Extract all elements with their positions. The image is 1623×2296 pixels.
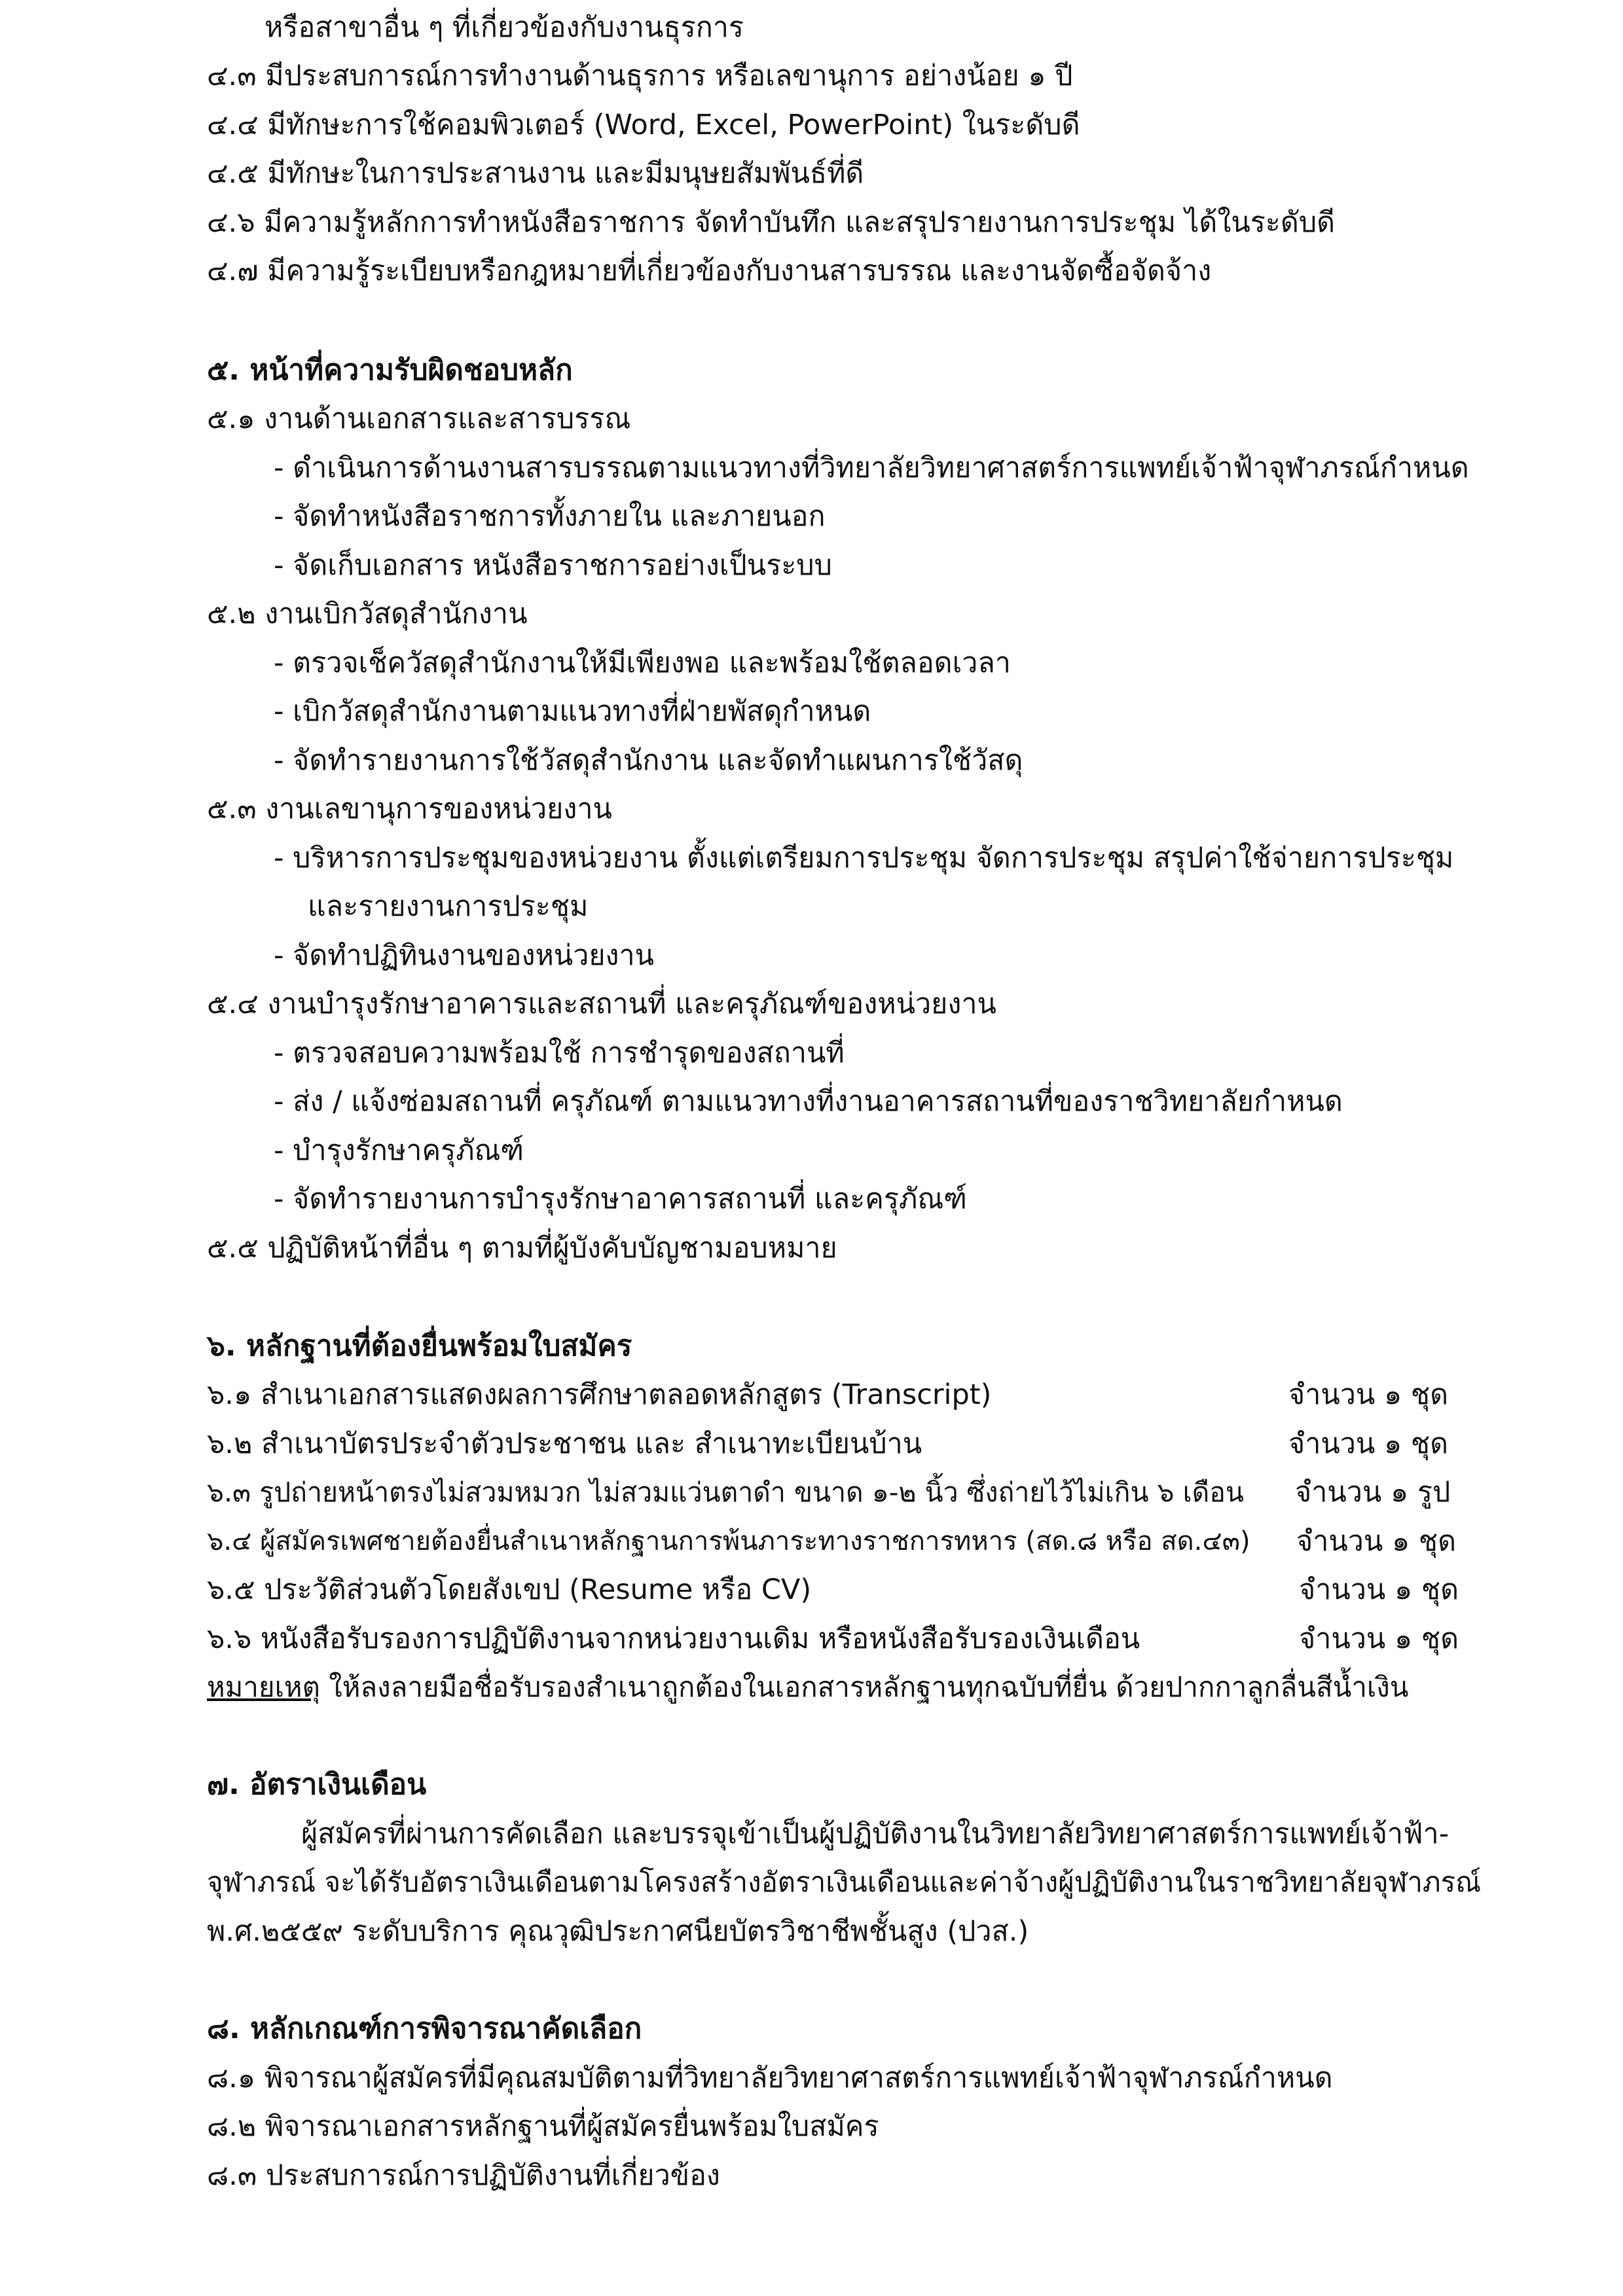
sec6-item: ๖.๖ หนังสือรับรองการปฏิบัติงานจากหน่วยงานเดิม หรือหนังสือรับรองเงินเดือน: [207, 1623, 1140, 1655]
sec6-item: ๖.๔ ผู้สมัครเพศชายต้องยื่นสำเนาหลักฐานการพ้นภาระทางราชการทหาร (สด.๘ หรือ สด.๔๓): [207, 1526, 1250, 1556]
sec5-bullet: - จัดเก็บเอกสาร หนังสือราชการอย่างเป็นระบบ: [274, 549, 832, 582]
sec5-subheading: ๕.๔ งานบำรุงรักษาอาคารและสถานที่ และครุภัณฑ์ของหน่วยงาน: [207, 988, 996, 1020]
sec5-subheading: ๕.๑ งานด้านเอกสารและสารบรรณ: [207, 403, 631, 435]
sec4-item: ๔.๗ มีความรู้ระเบียบหรือกฎหมายที่เกี่ยวข้องกับงานสารบรรณ และงานจัดซื้อจัดจ้าง: [207, 255, 1212, 287]
sec5-bullet-continuation: และรายงานการประชุม: [308, 890, 589, 923]
sec6-item-qty: จำนวน ๑ ชุด: [1299, 1573, 1459, 1606]
sec4-item: ๔.๓ มีประสบการณ์การทำงานด้านธุรการ หรือเลขานุการ อย่างน้อย ๑ ปี: [207, 60, 1073, 92]
sec7-paragraph-line: จุฬาภรณ์ จะได้รับอัตราเงินเดือนตามโครงสร้างอัตราเงินเดือนและค่าจ้างผู้ปฏิบัติงานในราชวิทยาลัยจุฬาภรณ์: [207, 1866, 1482, 1898]
sec6-item-qty: จำนวน ๑ ชุด: [1288, 1378, 1449, 1411]
sec6-item-qty: จำนวน ๑ รูป: [1295, 1476, 1451, 1509]
sec6-item-qty: จำนวน ๑ ชุด: [1296, 1525, 1457, 1558]
sec6-item-qty: จำนวน ๑ ชุด: [1299, 1623, 1459, 1655]
sec8-heading: ๘. หลักเกณฑ์การพิจารณาคัดเลือก: [207, 2012, 642, 2045]
sec5-bullet: - ตรวจเช็ควัสดุสำนักงานให้มีเพียงพอ และพร้อมใช้ตลอดเวลา: [274, 647, 1011, 679]
sec6-heading: ๖. หลักฐานที่ต้องยื่นพร้อมใบสมัคร: [207, 1329, 632, 1363]
sec6-item: ๖.๒ สำเนาบัตรประจำตัวประชาชน และ สำเนาทะเบียนบ้าน: [207, 1427, 922, 1460]
sec6-item: ๖.๓ รูปถ่ายหน้าตรงไม่สวมหมวก ไม่สวมแว่นตาดำ ขนาด ๑-๒ นิ้ว ซึ่งถ่ายไว้ไม่เกิน ๖ เดือน: [207, 1477, 1244, 1508]
sec7-paragraph-line: ผู้สมัครที่ผ่านการคัดเลือก และบรรจุเข้าเป็นผู้ปฏิบัติงานในวิทยาลัยวิทยาศาสตร์การแพทย์เจ้าฟ้า-: [301, 1818, 1450, 1850]
sec5-bullet: - จัดทำหนังสือราชการทั้งภายใน และภายนอก: [274, 500, 826, 533]
sec8-item: ๘.๓ ประสบการณ์การปฏิบัติงานที่เกี่ยวข้อง: [207, 2159, 720, 2192]
sec6-item-qty: จำนวน ๑ ชุด: [1288, 1427, 1449, 1460]
sec4-item: ๔.๖ มีความรู้หลักการทำหนังสือราชการ จัดทำบันทึก และสรุปรายงานการประชุม ได้ในระดับดี: [207, 206, 1336, 239]
sec5-bullet: - จัดทำปฏิทินงานของหน่วยงาน: [274, 939, 655, 972]
sec5-subheading: ๕.๕ ปฏิบัติหน้าที่อื่น ๆ ตามที่ผู้บังคับบัญชามอบหมาย: [207, 1232, 837, 1265]
sec5-bullet: - ตรวจสอบความพร้อมใช้ การชำรุดของสถานที่: [274, 1037, 845, 1069]
sec5-bullet: - จัดทำรายงานการบำรุงรักษาอาคารสถานที่ และครุภัณฑ์: [274, 1183, 967, 1215]
sec6-item: ๖.๑ สำเนาเอกสารแสดงผลการศึกษาตลอดหลักสูตร (Transcript): [207, 1378, 992, 1411]
sec6-note: [207, 1668, 1409, 1707]
sec5-bullet: - ส่ง / แจ้งซ่อมสถานที่ ครุภัณฑ์ ตามแนวทางที่งานอาคารสถานที่ของราชวิทยาลัยกำหนด: [274, 1085, 1343, 1118]
sec4-item: ๔.๕ มีทักษะในการประสานงาน และมีมนุษยสัมพันธ์ที่ดี: [207, 157, 864, 190]
sec5-bullet: - เบิกวัสดุสำนักงานตามแนวทางที่ฝ่ายพัสดุกำหนด: [274, 695, 871, 728]
sec6-item: ๖.๕ ประวัติส่วนตัวโดยสังเขป (Resume หรือ CV): [207, 1573, 812, 1606]
sec5-bullet: - ดำเนินการด้านงานสารบรรณตามแนวทางที่วิทยาลัยวิทยาศาสตร์การแพทย์เจ้าฟ้าจุฬาภรณ์กำหนด: [274, 452, 1469, 484]
sec5-subheading: ๕.๒ งานเบิกวัสดุสำนักงาน: [207, 598, 528, 630]
sec5-bullet: - จัดทำรายงานการใช้วัสดุสำนักงาน และจัดทำแผนการใช้วัสดุ: [274, 744, 1023, 777]
sec5-bullet: - บริหารการประชุมของหน่วยงาน ตั้งแต่เตรียมการประชุม จัดการประชุม สรุปค่าใช้จ่ายการประชุม: [274, 842, 1454, 874]
note-text: ให้ลงลายมือชื่อรับรองสำเนาถูกต้องในเอกสารหลักฐานทุกฉบับที่ยื่น ด้วยปากกาลูกลื่นสีน้ำเงิน: [319, 1671, 1409, 1703]
sec8-item: ๘.๑ พิจารณาผู้สมัครที่มีคุณสมบัติตามที่วิทยาลัยวิทยาศาสตร์การแพทย์เจ้าฟ้าจุฬาภรณ์กำหนด: [207, 2062, 1333, 2094]
sec5-bullet: - บำรุงรักษาครุภัณฑ์: [274, 1134, 524, 1167]
sec5-heading: ๕. หน้าที่ความรับผิดชอบหลัก: [207, 353, 573, 387]
sec4-continuation: หรือสาขาอื่น ๆ ที่เกี่ยวข้องกับงานธุรการ: [264, 11, 744, 44]
note-label: หมายเหตุ: [207, 1671, 320, 1703]
sec7-paragraph-line: พ.ศ.๒๕๕๙ ระดับบริการ คุณวุฒิประกาศนียบัตรวิชาชีพชั้นสูง (ปวส.): [207, 1915, 1029, 1948]
sec8-item: ๘.๒ พิจารณาเอกสารหลักฐานที่ผู้สมัครยื่นพร้อมใบสมัคร: [207, 2110, 879, 2143]
sec7-heading: ๗. อัตราเงินเดือน: [207, 1768, 427, 1801]
sec4-item: ๔.๔ มีทักษะการใช้คอมพิวเตอร์ (Word, Excel, PowerPoint) ในระดับดี: [207, 109, 1080, 141]
sec5-subheading: ๕.๓ งานเลขานุการของหน่วยงาน: [207, 793, 612, 825]
